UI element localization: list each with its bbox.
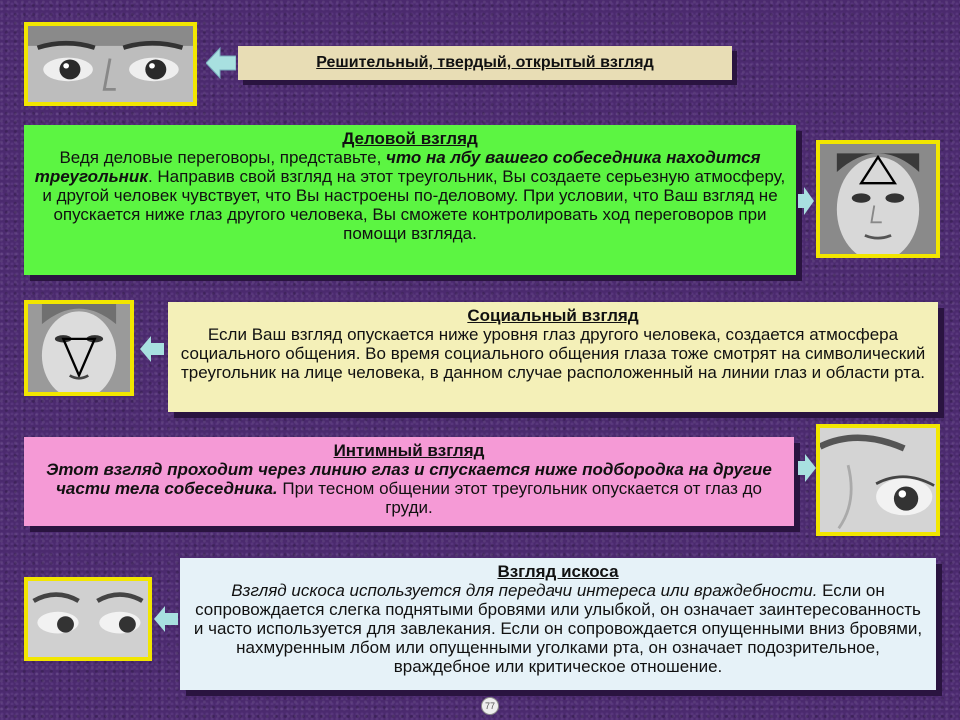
intimate-gaze-text: Этот взгляд проходит через линию глаз и спускается ниже подбородка на другие части тела собеседника. При тесном общении этот треугольник опускается от глаз до груди.: [46, 460, 772, 517]
intimate-gaze-title: Интимный взгляд: [333, 441, 485, 460]
business-face-photo: [816, 140, 940, 258]
sideways-eyes-photo: [24, 577, 152, 661]
social-gaze-text: Если Ваш взгляд опускается ниже уровня глаз другого человека, создается атмосфера социального общения. Во время социального общения глаза тоже смотрят на символический треугольник на лице человека, в данном случае расположенный на линии глаз и области рта.: [180, 325, 926, 382]
header-banner: [238, 46, 732, 80]
business-gaze-text: Ведя деловые переговоры, представьте, что на лбу вашего собеседника находится треугольник. Направив свой взгляд на этот треугольник, Вы создаете серьезную атмосферу, и другой человек чувствует, что Вы настроены по-деловому. При условии, что Ваш взгляд не опускается ниже глаз другого человека, Вы сможете контролировать ход переговоров при помощи взгляда.: [34, 148, 786, 243]
header-title: Решительный, твердый, открытый взгляд: [316, 54, 654, 71]
arrow-left-icon: [206, 46, 236, 80]
business-gaze-title: Деловой взгляд: [342, 129, 478, 148]
arrow-right-icon: [798, 452, 816, 484]
arrow-right-icon: [798, 185, 814, 217]
sideways-gaze-title: Взгляд искоса: [497, 562, 619, 581]
slide-number: 77: [481, 697, 499, 715]
intimate-gaze-box: [24, 437, 794, 526]
business-gaze-box: [24, 125, 796, 275]
social-face-photo: [24, 300, 134, 396]
sideways-gaze-box: [180, 558, 936, 690]
arrow-left-icon: [154, 604, 178, 634]
arrow-left-icon: [140, 334, 164, 364]
intimate-eye-photo: [816, 424, 940, 536]
social-gaze-box: [168, 302, 938, 412]
social-gaze-title: Социальный взгляд: [467, 306, 639, 325]
eyes-photo: [24, 22, 197, 106]
sideways-gaze-text: Взгляд искоса используется для передачи интереса или враждебности. Если он сопровождается слегка поднятыми бровями или улыбкой, он означает заинтересованность и часто используется для завлекания. Если он сопровождается опущенными вниз бровями, нахмуренным лбом или опущенными уголками рта, он означает подозрительное, враждебное или критическое отношение.: [193, 581, 923, 676]
